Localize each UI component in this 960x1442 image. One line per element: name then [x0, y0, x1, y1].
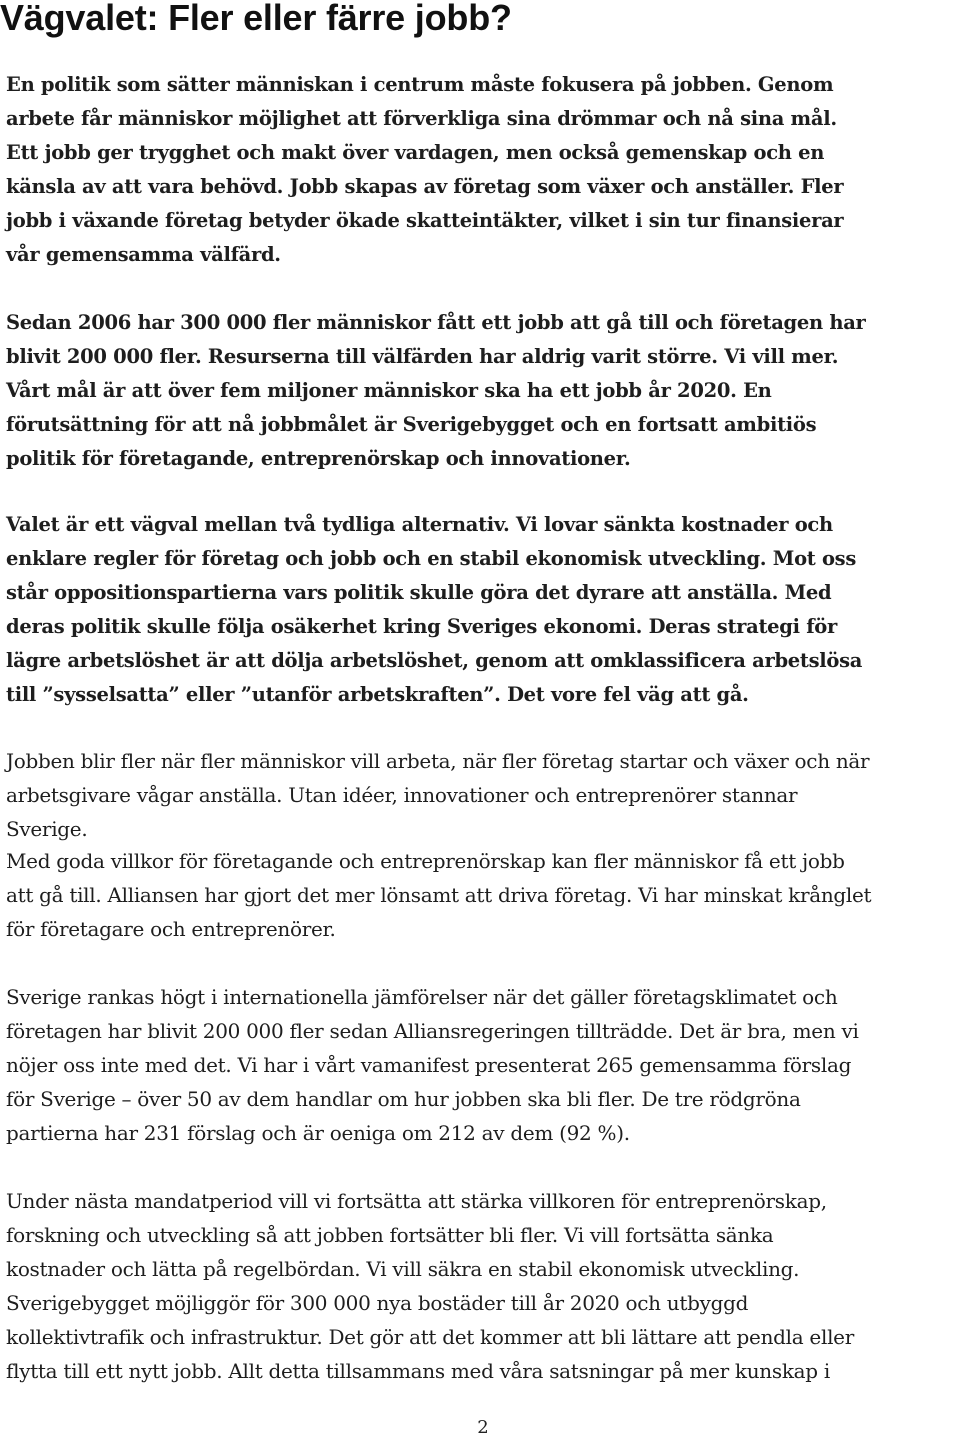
- text-line: Valet är ett vägval mellan två tydliga alternativ. Vi lovar sänkta kostnader och: [6, 513, 833, 536]
- text-line: att gå till. Alliansen har gjort det mer lönsamt att driva företag. Vi har minskat krånglet: [6, 883, 872, 907]
- text-line: för företagare och entreprenörer.: [6, 917, 336, 941]
- text-line: Under nästa mandatperiod vill vi fortsätta att stärka villkoren för entreprenörskap,: [6, 1189, 827, 1213]
- text-line: kostnader och lätta på regelbördan. Vi vill säkra en stabil ekonomisk utveckling.: [6, 1257, 800, 1281]
- text-line: forskning och utveckling så att jobben fortsätter bli fler. Vi vill fortsätta sänka: [6, 1223, 774, 1247]
- paragraph-since-2006: [6, 306, 950, 476]
- text-line: Sverige.: [6, 817, 88, 841]
- text-line: står oppositionspartierna vars politik skulle göra det dyrare att anställa. Med: [6, 581, 832, 604]
- paragraph-intro: [6, 68, 950, 272]
- text-line: för Sverige – över 50 av dem handlar om hur jobben ska bli fler. De tre rödgröna: [6, 1087, 801, 1111]
- text-line: jobb i växande företag betyder ökade skatteintäkter, vilket i sin tur finansierar: [6, 209, 844, 232]
- text-line: flytta till ett nytt jobb. Allt detta tillsammans med våra satsningar på mer kunskap i: [6, 1359, 830, 1383]
- paragraph-more-jobs: [6, 744, 950, 846]
- text-line: kollektivtrafik och infrastruktur. Det gör att det kommer att bli lättare att pendla eller: [6, 1325, 854, 1349]
- text-line: arbete får människor möjlighet att förverkliga sina drömmar och nå sina mål.: [6, 107, 837, 130]
- text-line: deras politik skulle följa osäkerhet kring Sveriges ekonomi. Deras strategi för: [6, 615, 837, 638]
- text-line: Vårt mål är att över fem miljoner människor ska ha ett jobb år 2020. En: [6, 379, 772, 402]
- page-title: Vägvalet: Fler eller färre jobb?: [0, 0, 512, 38]
- text-line: politik för företagande, entreprenörskap och innovationer.: [6, 447, 631, 470]
- text-line: blivit 200 000 fler. Resurserna till välfärden har aldrig varit större. Vi vill mer.: [6, 345, 839, 368]
- text-line: vår gemensamma välfärd.: [6, 243, 281, 266]
- page-number: 2: [477, 1417, 489, 1438]
- text-line: En politik som sätter människan i centrum måste fokusera på jobben. Genom: [6, 73, 834, 96]
- text-line: Med goda villkor för företagande och entreprenörskap kan fler människor få ett jobb: [6, 849, 845, 873]
- text-line: Sverigebygget möjliggör för 300 000 nya bostäder till år 2020 och utbyggd: [6, 1291, 749, 1315]
- paragraph-rankings: [6, 980, 950, 1150]
- text-line: Ett jobb ger trygghet och makt över vardagen, men också gemenskap och en: [6, 141, 825, 164]
- text-line: partierna har 231 förslag och är oeniga om 212 av dem (92 %).: [6, 1121, 630, 1145]
- text-line: känsla av att vara behövd. Jobb skapas av företag som växer och anställer. Fler: [6, 175, 844, 198]
- text-line: företagen har blivit 200 000 fler sedan Alliansregeringen tillträdde. Det är bra, men vi: [6, 1019, 859, 1043]
- paragraph-conditions: [6, 844, 950, 946]
- text-line: lägre arbetslöshet är att dölja arbetslöshet, genom att omklassificera arbetslösa: [6, 649, 863, 672]
- text-line: nöjer oss inte med det. Vi har i vårt vamanifest presenterat 265 gemensamma förslag: [6, 1053, 852, 1077]
- text-line: Sedan 2006 har 300 000 fler människor fått ett jobb att gå till och företagen har: [6, 311, 866, 334]
- text-line: förutsättning för att nå jobbmålet är Sverigebygget och en fortsatt ambitiös: [6, 413, 817, 436]
- text-line: arbetsgivare vågar anställa. Utan idéer, innovationer och entreprenörer stannar: [6, 783, 798, 807]
- text-line: Sverige rankas högt i internationella jämförelser när det gäller företagsklimatet och: [6, 985, 838, 1009]
- text-line: Jobben blir fler när fler människor vill arbeta, när fler företag startar och växer och när: [6, 749, 870, 773]
- paragraph-choice: [6, 508, 950, 712]
- text-line: enklare regler för företag och jobb och en stabil ekonomisk utveckling. Mot oss: [6, 547, 857, 570]
- paragraph-next-term: [6, 1184, 950, 1388]
- text-line: till ”sysselsatta” eller ”utanför arbetskraften”. Det vore fel väg att gå.: [6, 683, 749, 706]
